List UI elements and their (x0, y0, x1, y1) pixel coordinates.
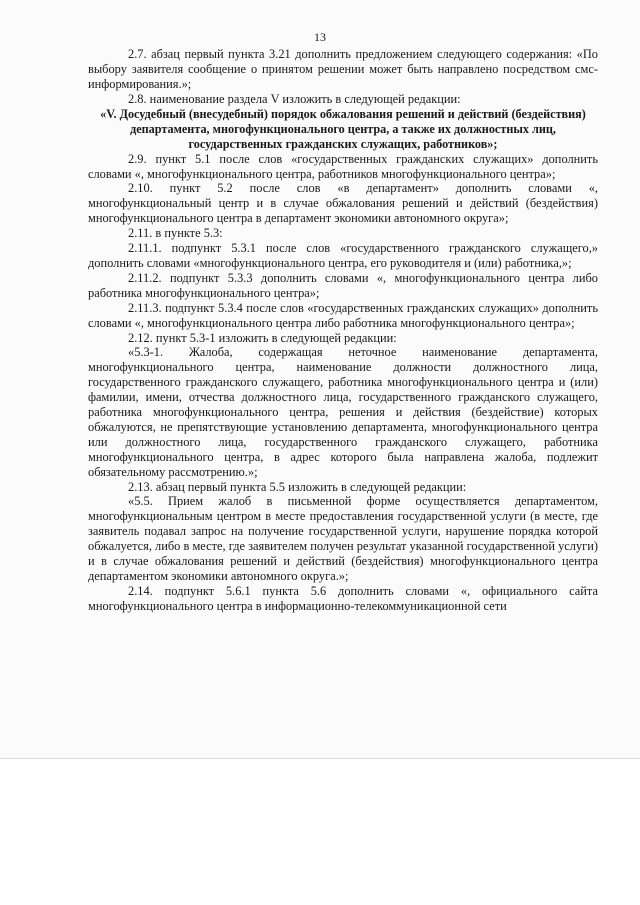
section-v-heading: «V. Досудебный (внесудебный) порядок обжалования решений и действий (бездействия) департамента, многофункционального центра, а также их должностных лиц, государственных гражданских служащих, работников»; (100, 106, 586, 151)
paragraph-2-9: 2.9. пункт 5.1 после слов «государственных гражданских служащих» дополнить словами «, многофункционального центра, работников многофункционального центра»; (88, 151, 598, 181)
paragraph-5-5-text: «5.5. Прием жалоб в письменной форме осуществляется департаментом, многофункциональным центром в месте предоставления государственной услуги (в месте, где заявитель подавал запрос на получение государственной услуги, нарушение порядка которой обжалуется, либо в месте, где заявителем получен результат указанной государственной услуги) и в случае обжалования решений и действий (бездействия) многофункционального центра департаментом экономики автономного округа.»; (88, 494, 598, 583)
page-number: 13 (314, 30, 326, 44)
paragraph-2-14: 2.14. подпункт 5.6.1 пункта 5.6 дополнить словами «, официального сайта многофункционального центра в информационно-телекоммуникационной сети (88, 583, 598, 613)
paragraph-2-10: 2.10. пункт 5.2 после слов «в департамент» дополнить словами «, многофункциональный центр и в случае обжалования решений и действий (бездействия) многофункционального центра в департамент экономики автономного округа»; (88, 181, 598, 226)
paragraph-2-11: 2.11. в пункте 5.3: (128, 226, 223, 241)
paragraph-5-3-1-text: «5.3-1. Жалоба, содержащая неточное наименование департамента, многофункционального центра, наименование должности должностного лица, государственного гражданского служащего, работника многофункционального центра и (или) фамилии, имени, отчества должностного лица, государственного гражданского служащего, работника многофункционального центра, решения и действия (бездействие) которых обжалуются, не препятствующие установлению департамента, многофункционального центра или должностного лица, государственного гражданского служащего, работника многофункционального центра, в адрес которого была направлена жалоба, подлежит обязательному рассмотрению.»; (88, 345, 598, 479)
paragraph-2-11-2: 2.11.2. подпункт 5.3.3 дополнить словами «, многофункционального центра либо работника многофункционального центра»; (88, 270, 598, 300)
paragraph-2-8: 2.8. наименование раздела V изложить в следующей редакции: (128, 91, 461, 106)
paragraph-2-11-1: 2.11.1. подпункт 5.3.1 после слов «государственного гражданского служащего,» дополнить словами «многофункционального центра, его руководителя и (или) работника,»; (88, 241, 598, 270)
paragraph-2-12: 2.12. пункт 5.3-1 изложить в следующей редакции: (128, 330, 397, 345)
paragraph-2-11-3: 2.11.3. подпункт 5.3.4 после слов «государственных гражданских служащих» дополнить словами «, многофункционального центра либо работника многофункционального центра»; (88, 300, 598, 330)
paragraph-2-7: 2.7. абзац первый пункта 3.21 дополнить предложением следующего содержания: «По выбору заявителя сообщение о принятом решении может быть направлено посредством смс-информирования.»; (88, 47, 598, 91)
document-body (88, 47, 598, 614)
paragraph-2-13: 2.13. абзац первый пункта 5.5 изложить в следующей редакции: (128, 479, 467, 494)
